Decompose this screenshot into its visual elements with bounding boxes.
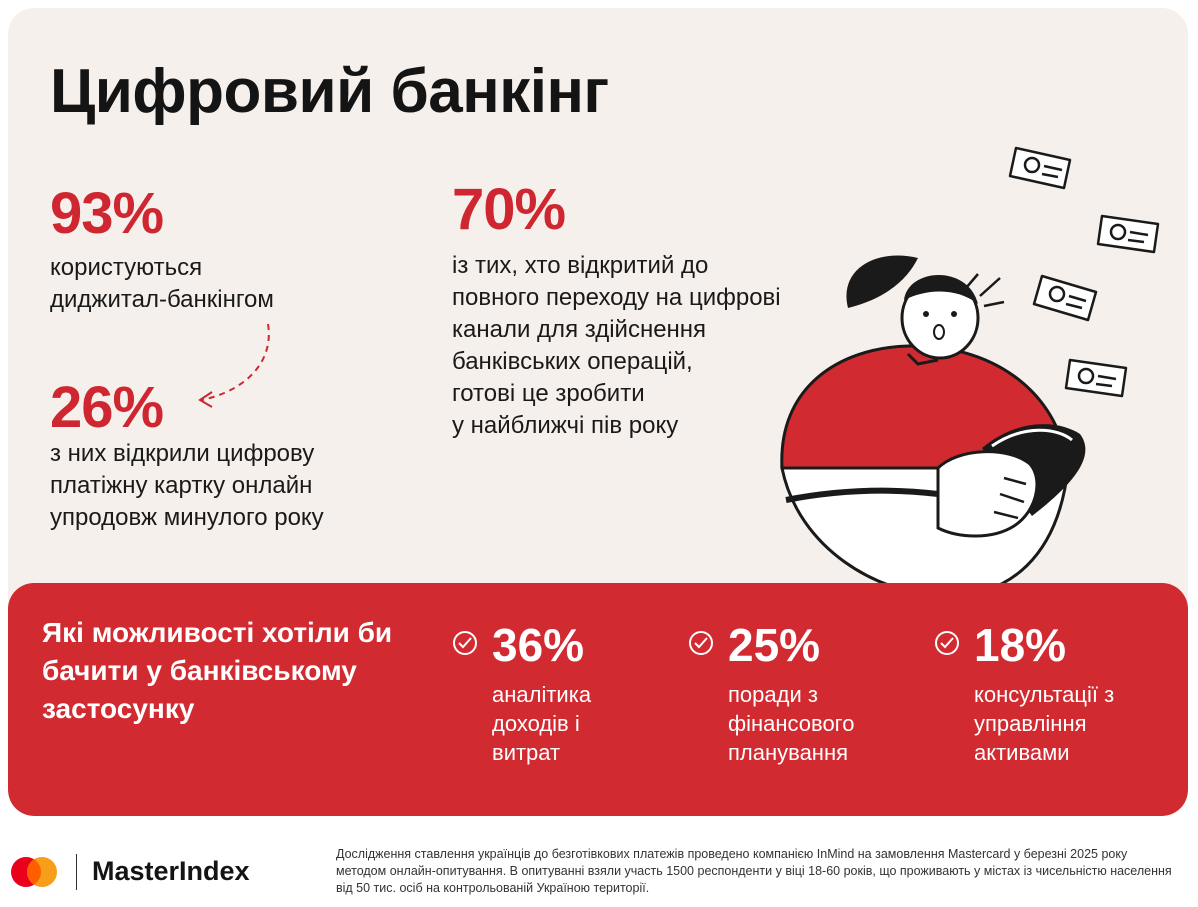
dashed-arrow-icon [188,320,288,410]
option-label: консультації з управління активами [974,682,1115,765]
receipt-icon [1010,148,1070,188]
stat-ready-switch-value: 70% [452,177,566,242]
check-circle-icon [934,630,960,656]
woman-with-phone-illustration [768,128,1178,598]
mastercard-logo-icon [8,852,60,892]
footer-brand: MasterIndex [92,856,250,886]
option-value: 36% [492,619,585,671]
stat-digital-card-value: 26% [50,375,164,440]
wishes-question: Які можливості хотіли би бачити у банківському застосунку [42,617,393,724]
option-label: аналітика доходів і витрат [492,682,592,765]
stat-digital-card-text: з них відкрили цифрову платіжну картку онлайн упродовж минулого року [50,440,324,531]
stat-ready-switch-text: із тих, хто відкритий до повного переходу на цифрові канали для здійснення банківських операцій, готові це зробити у найближчі пів року [452,252,781,439]
check-circle-icon [688,630,714,656]
receipt-icon [1098,216,1158,252]
receipt-icon [1034,276,1096,320]
stat-digital-users-value: 93% [50,181,164,246]
footer-note: Дослідження ставлення українців до безготівкових платежів проведено компанією InMind на замовлення Mastercard у березні 2025 року методом онлайн-опитування. В опитуванні взяли участь 1500 респонденти у віці 18-60 років, що проживають у містах із чисельністю населення від 50 тис. осіб на контрольованій Україною території. [336,847,1172,895]
receipt-icon [1066,360,1126,396]
option-value: 18% [974,619,1067,671]
option-label: поради з фінансового планування [728,682,855,765]
footer-separator [76,854,77,890]
stat-digital-users-text: користуються диджитал-банкінгом [50,254,274,313]
page-title: Цифровий банкінг [50,57,609,126]
check-circle-icon [452,630,478,656]
option-value: 25% [728,619,821,671]
